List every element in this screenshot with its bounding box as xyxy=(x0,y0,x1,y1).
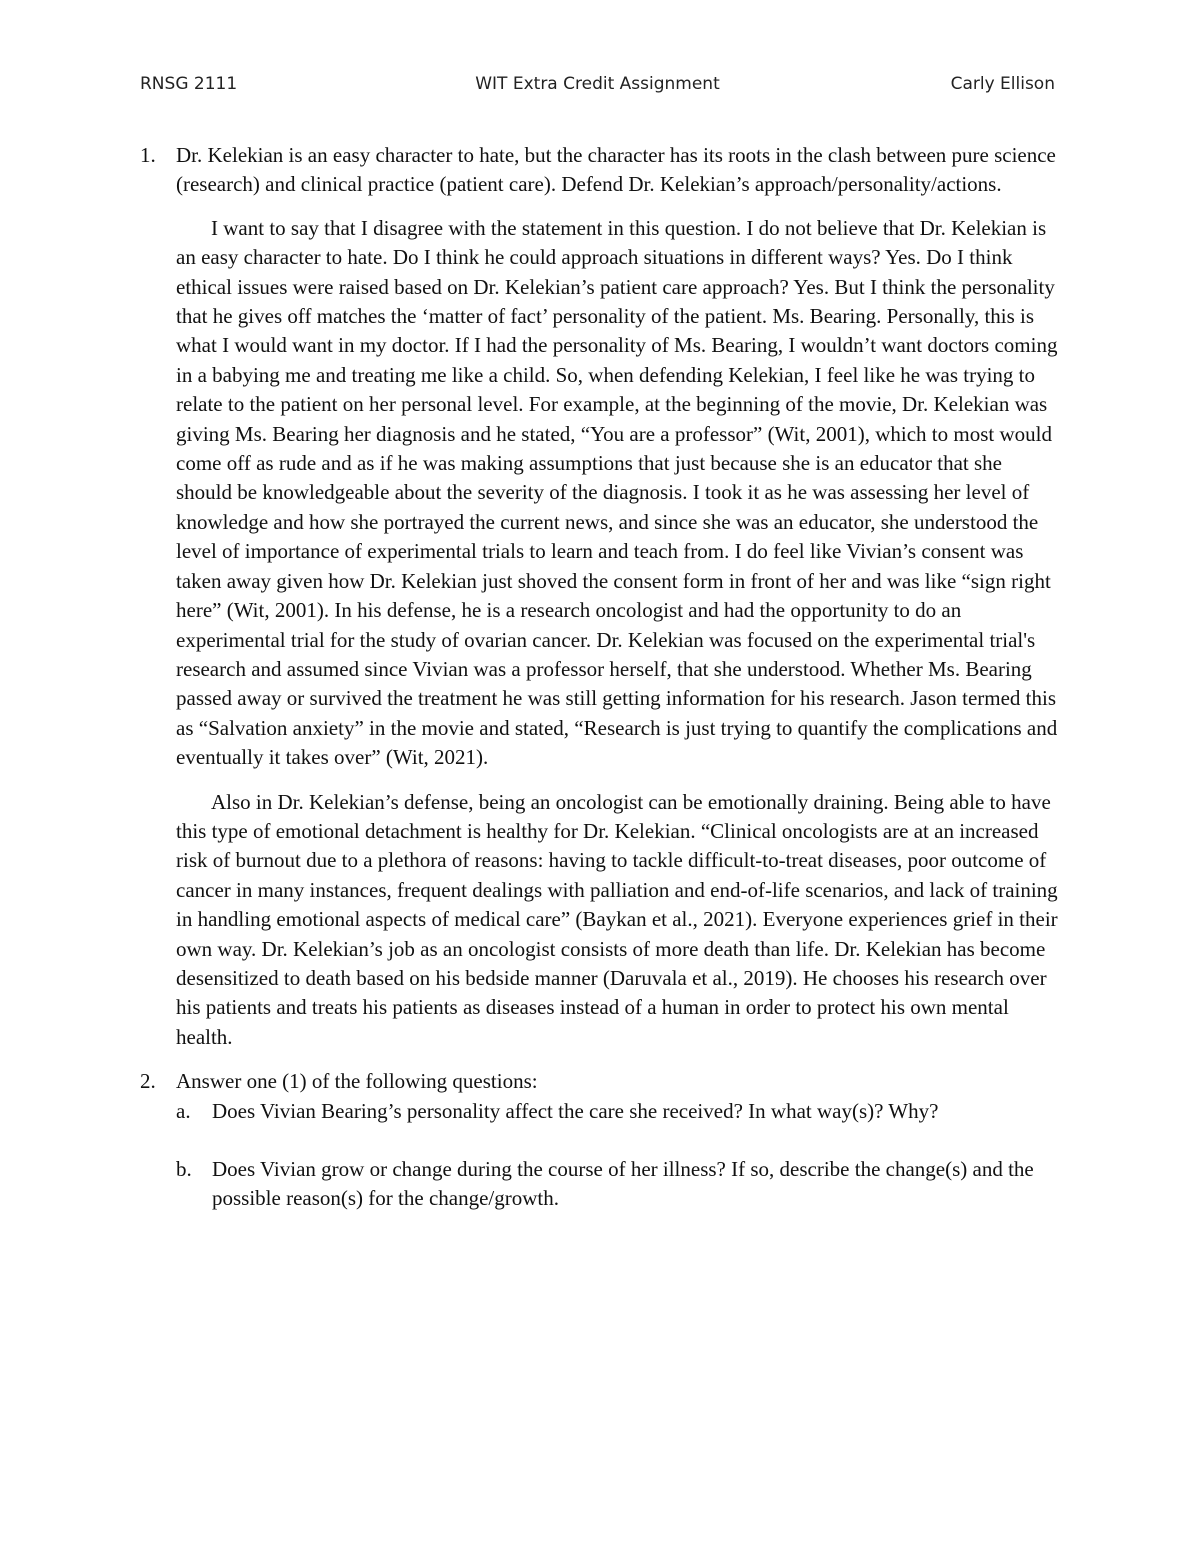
sub-question-list xyxy=(140,1097,1060,1214)
question-number: 2. xyxy=(140,1069,156,1094)
sub-question-text: Does Vivian Bearing’s personality affect the care she received? In what way(s)? Why? xyxy=(212,1098,939,1123)
sub-question-a xyxy=(176,1097,1060,1126)
sub-question-letter: b. xyxy=(176,1157,192,1181)
question-2 xyxy=(140,1067,1060,1096)
answer-paragraph: Also in Dr. Kelekian’s defense, being an oncologist can be emotionally draining. Being able to have this type of emotional detachment is healthy for Dr. Kelekian. “Clinical oncologists are at an increased risk of burnout due to a plethora of reasons: having to tackle difficult-to-treat diseases, poor outcome of cancer in many instances, frequent dealings with palliation and end-of-life scenarios, and lack of training in handling emotional aspects of medical care” (Baykan et al., 2021). Everyone experiences grief in their own way. Dr. Kelekian’s job as an oncologist consists of more death than life. Dr. Kelekian has become desensitized to death based on his bedside manner (Daruvala et al., 2019). He chooses his research over his patients and treats his patients as diseases instead of a human in order to protect his own mental health. xyxy=(176,789,1058,1049)
sub-question-text: Does Vivian grow or change during the course of her illness? If so, describe the change(s) and the possible reason(s) for the change/growth. xyxy=(212,1157,1034,1211)
header-assignment-title: WIT Extra Credit Assignment xyxy=(475,74,720,94)
question-text: Answer one (1) of the following questions: xyxy=(176,1069,538,1094)
header-course-code: RNSG 2111 xyxy=(140,74,238,94)
page-header xyxy=(140,74,1055,100)
answer-1 xyxy=(140,214,1060,1052)
document-body xyxy=(140,141,1060,1214)
question-number: 1. xyxy=(140,143,156,167)
header-author-name: Carly Ellison xyxy=(950,74,1055,94)
answer-paragraph: I want to say that I disagree with the statement in this question. I do not believe that Dr. Kelekian is an easy character to hate. Do I think he could approach situations in different ways? Yes. Do I think ethical issues were raised based on Dr. Kelekian’s patient care approach? Yes. But I think the personality that he gives off matches the ‘matter of fact’ personality of the patient. Ms. Bearing. Personally, this is what I would want in my doctor. If I had the personality of Ms. Bearing, I wouldn’t want doctors coming in a babying me and treating me like a child. So, when defending Kelekian, I feel like he was trying to relate to the patient on her personal level. For example, at the beginning of the movie, Dr. Kelekian was giving Ms. Bearing her diagnosis and he stated, “You are a professor” (Wit, 2001), which to most would come off as rude and as if he was making assumptions that just because she is an educator that she should be knowledgeable about the severity of the diagnosis. I took it as he was assessing her level of knowledge and how she portrayed the current news, and since she was an educator, she understood the level of importance of experimental trials to learn and teach from. I do feel like Vivian’s consent was taken away given how Dr. Kelekian just shoved the consent form in front of her and was like “sign right here” (Wit, 2001). In his defense, he is a research oncologist and had the opportunity to do an experimental trial for the study of ovarian cancer. Dr. Kelekian was focused on the experimental trial's research and assumed since Vivian was a professor herself, that she understood. Whether Ms. Bearing passed away or survived the treatment he was still getting information for his research. Jason termed this as “Salvation anxiety” in the movie and stated, “Research is just trying to quantify the complications and eventually it takes over” (Wit, 2021). xyxy=(176,215,1058,770)
question-1 xyxy=(140,141,1060,200)
sub-question-letter: a. xyxy=(176,1098,191,1123)
question-text: Dr. Kelekian is an easy character to hate, but the character has its roots in the clash between pure science (research) and clinical practice (patient care). Defend Dr. Kelekian’s approach/personality/actions. xyxy=(176,143,1056,197)
sub-question-b xyxy=(176,1155,1060,1214)
